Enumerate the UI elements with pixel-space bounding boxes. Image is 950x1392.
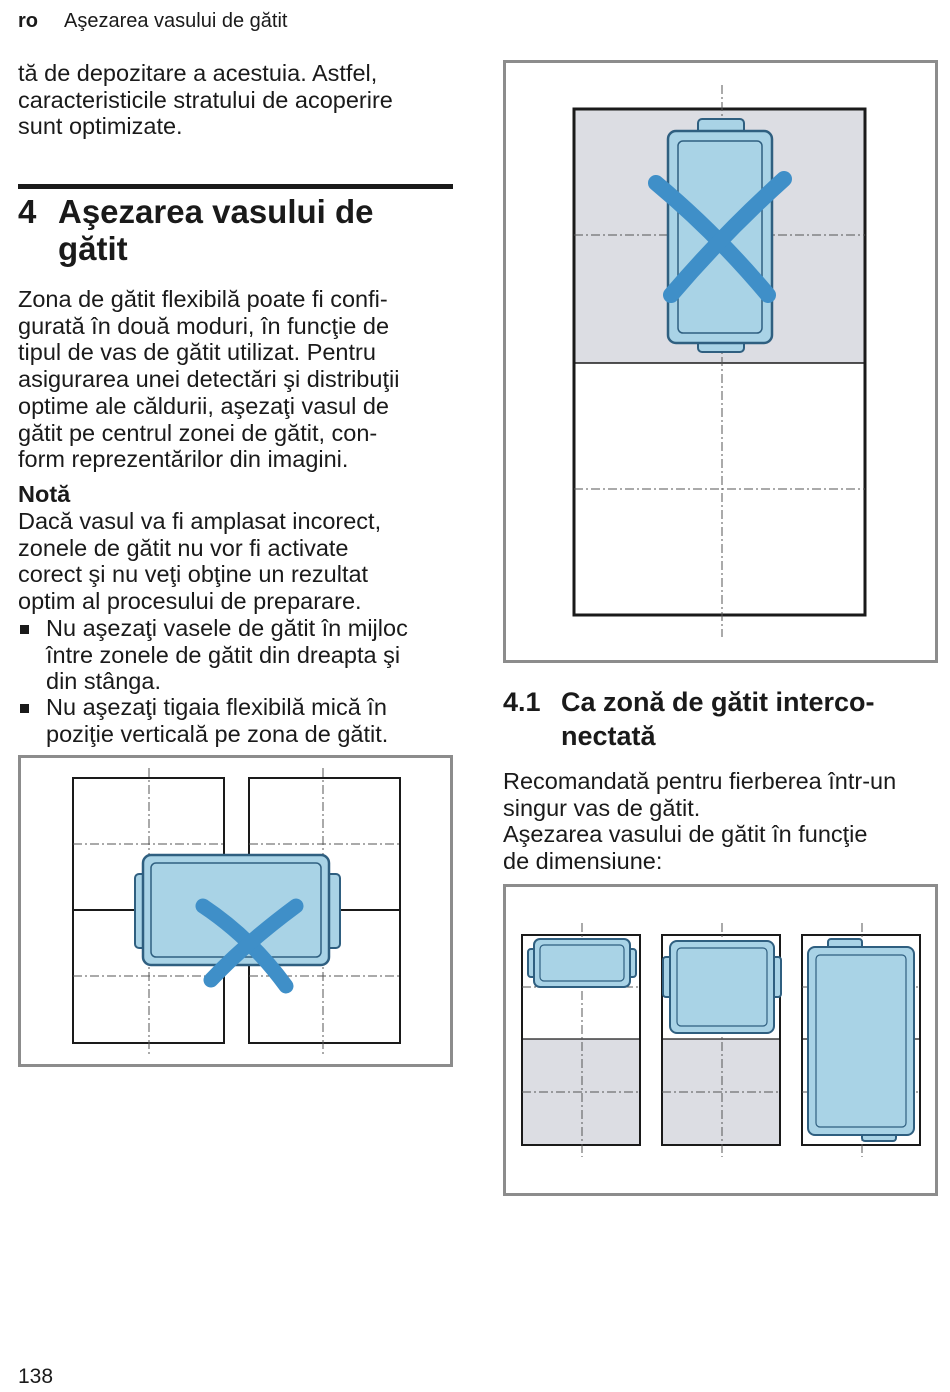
subsection-paragraph: Recomandată pentru fierberea într-un singur vas de gătit. Aşezarea vasului de gătit în funcţie de dimensiune: (503, 768, 897, 875)
pan-icon (663, 941, 781, 1033)
subsection-number: 4.1 (503, 687, 541, 717)
page-number: 138 (18, 1365, 54, 1388)
section-number: 4 (18, 193, 37, 230)
pan-icon (808, 939, 914, 1141)
figure-pan-vertical (503, 60, 938, 663)
subsection-title: Ca zonă de gătit interco- nectată (561, 687, 875, 751)
section-divider (18, 184, 453, 189)
figure-pan-vertical-drawing (506, 63, 935, 660)
section-paragraph: Zona de gătit flexibilă poate fi confi- gurată în două moduri, în funcţie de tipul de vas de gătit utilizat. Pentru asigurarea unei detectări şi distribuţii optime ale căldurii, aşezaţi vasul de gătit pe centrul zonei de gătit, con- form reprezentărilor din imagini. (18, 286, 400, 473)
intro-paragraph: tă de depozitare a acestuia. Astfel, caracteristicile stratului de acoperire sunt optimizate. (18, 60, 393, 140)
figure-pan-sizes-drawing (506, 887, 935, 1193)
running-header-title: Aşezarea vasului de gătit (64, 10, 288, 32)
figure-pan-between-zones (18, 755, 453, 1067)
pan-icon (528, 939, 636, 987)
note-heading: Notă (18, 481, 71, 507)
language-code: ro (18, 10, 38, 32)
note-paragraph: Dacă vasul va fi amplasat incorect, zonele de gătit nu vor fi activate corect şi nu veţi obţine un rezultat optim al procesului de preparare. (18, 508, 382, 615)
bullet-square-icon (20, 625, 29, 634)
bullet-square-icon (20, 704, 29, 713)
figure-pan-between-zones-drawing (21, 758, 450, 1064)
figure-pan-sizes (503, 884, 938, 1196)
section-title: Aşezarea vasului de gătit (58, 193, 374, 267)
